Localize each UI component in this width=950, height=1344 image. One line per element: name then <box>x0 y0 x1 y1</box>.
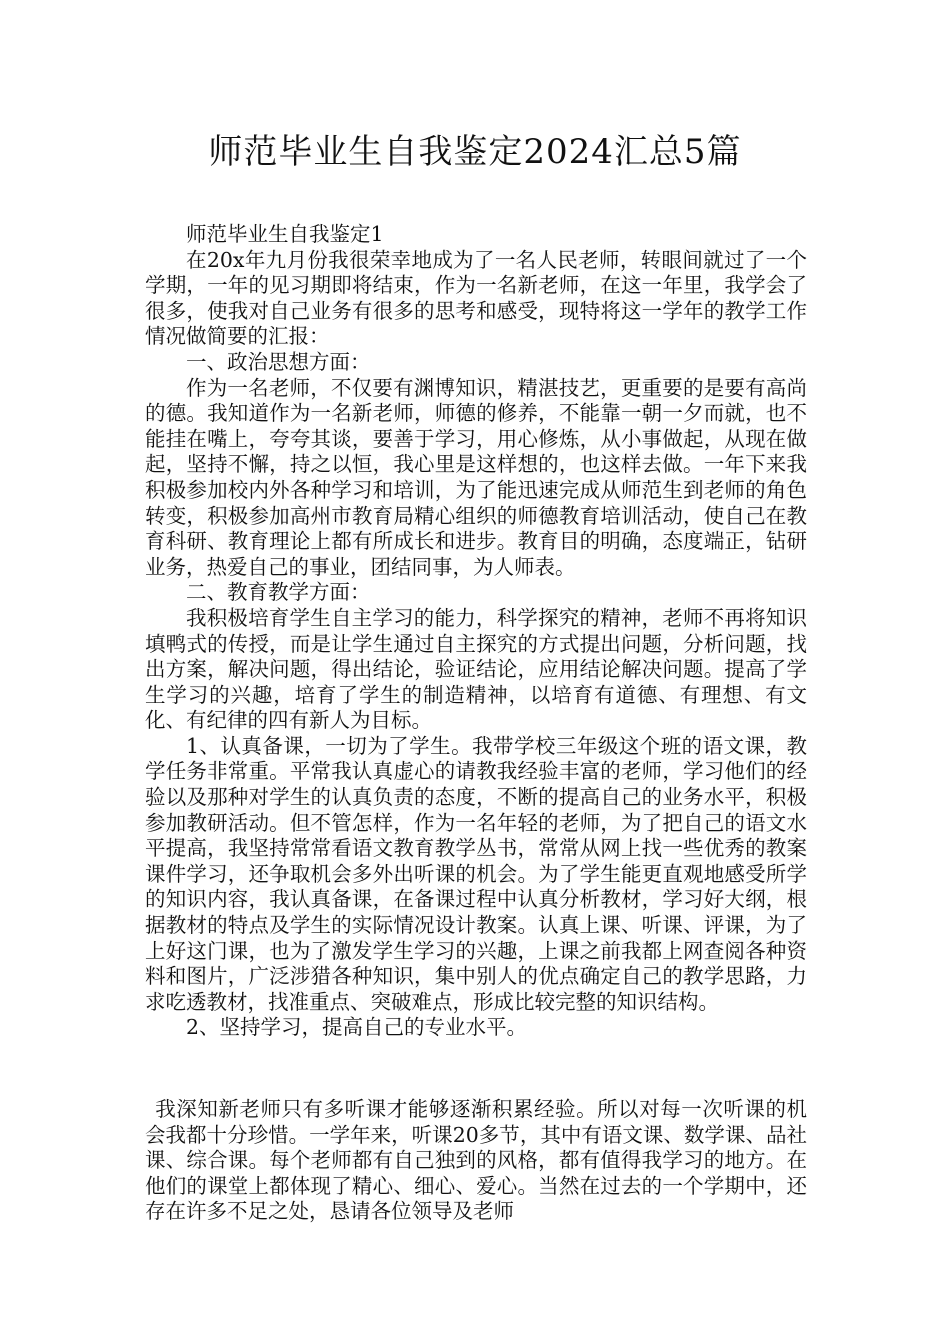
document-title: 师范毕业生自我鉴定2024汇总5篇 <box>208 132 742 172</box>
document-body <box>145 222 807 1041</box>
lesson-prep-paragraph: 1、认真备课，一切为了学生。我带学校三年级这个班的语文课，教学任务非常重。平常我认真虚心的请教我经验丰富的老师，学习他们的经验以及那种对学生的认真负责的态度，不断的提高自己的业务水平，积极参加教研活动。但不管怎样，作为一名年轻的老师，为了把自己的语文水平提高，我坚持常常看语文教育教学丛书，常常从网上找一些优秀的教案课件学习，还争取机会多外出听课的机会。为了学生能更直观地感受所学的知识内容，我认真备课，在备课过程中认真分析教材，学习好大纲，根据教材的特点及学生的实际情况设计教案。认真上课、听课、评课，为了上好这门课，也为了激发学生学习的兴趣，上课之前我都上网查阅各种资料和图片，广泛涉猎各种知识，集中别人的优点确定自己的教学思路，力求吃透教材，找准重点、突破难点，形成比较完整的知识结构。 <box>145 733 807 1014</box>
section-heading-teaching: 二、教育教学方面： <box>186 580 371 605</box>
politics-paragraph: 作为一名老师，不仅要有渊博知识，精湛技艺，更重要的是要有高尚的德。我知道作为一名新老师，师德的修养，不能靠一朝一夕而就，也不能挂在嘴上，夸夸其谈，要善于学习，用心修炼，从小事做起，从现在做起，坚持不懈，持之以恒，我心里是这样想的，也这样去做。一年下来我积极参加校内外各种学习和培训，为了能迅速完成从师范生到老师的角色转变，积极参加高州市教育局精心组织的师德教育培训活动，使自己在教育科研、教育理论上都有所成长和进步。教育目的明确，态度端正，钻研业务，热爱自己的事业，团结同事，为人师表。 <box>145 375 807 579</box>
section-heading-1: 师范毕业生自我鉴定1 <box>186 222 384 246</box>
listening-paragraph: 我深知新老师只有多听课才能够逐渐积累经验。所以对每一次听课的机会我都十分珍惜。一学年来，听课20多节，其中有语文课、数学课、品社课、综合课。每个老师都有自己独到的风格，都有值得我学习的地方。在他们的课堂上都体现了精心、细心、爱心。当然在过去的一个学期中，还存在许多不足之处，恳请各位领导及老师 <box>145 1097 807 1224</box>
study-heading: 2、坚持学习，提高自己的专业水平。 <box>186 1015 528 1040</box>
intro-paragraph: 在20x年九月份我很荣幸地成为了一名人民老师，转眼间就过了一个学期，一年的见习期即将结束，作为一名新老师，在这一年里，我学会了很多，使我对自己业务有很多的思考和感受，现特将这一学年的教学工作情况做简要的汇报： <box>145 247 807 349</box>
section-heading-politics: 一、政治思想方面： <box>186 349 371 374</box>
document-body-continued <box>145 1097 807 1225</box>
teaching-paragraph: 我积极培育学生自主学习的能力，科学探究的精神，老师不再将知识填鸭式的传授，而是让学生通过自主探究的方式提出问题，分析问题，找出方案，解决问题，得出结论，验证结论，应用结论解决问题。提高了学生学习的兴趣，培育了学生的制造精神，以培育有道德、有理想、有文化、有纪律的四有新人为目标。 <box>145 605 807 733</box>
